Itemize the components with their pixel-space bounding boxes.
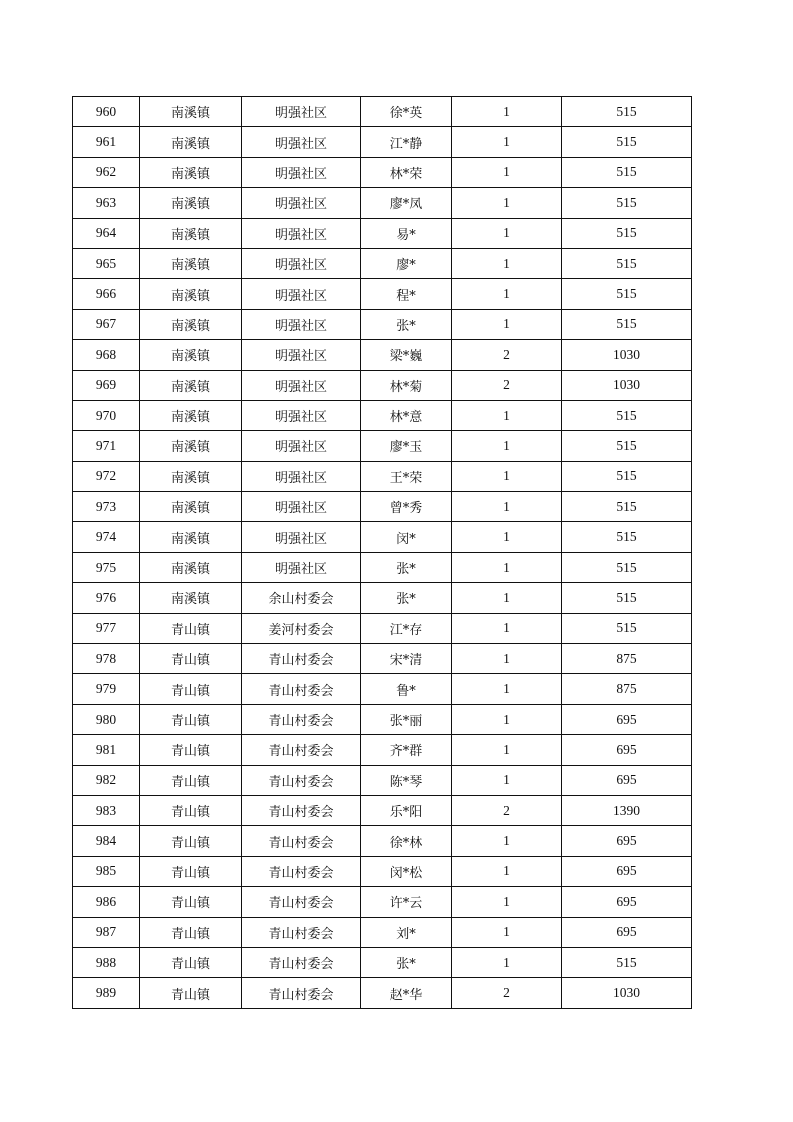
table-row — [73, 431, 692, 461]
village-cell: 姜河村委会 — [242, 613, 361, 643]
name-cell: 赵*华 — [361, 978, 452, 1008]
table-row — [73, 947, 692, 977]
town-cell: 南溪镇 — [140, 279, 242, 309]
village-cell: 明强社区 — [242, 552, 361, 582]
table-row — [73, 552, 692, 582]
amount-cell: 875 — [562, 644, 692, 674]
name-cell: 徐*英 — [361, 97, 452, 127]
town-cell: 青山镇 — [140, 826, 242, 856]
table-row — [73, 279, 692, 309]
household-count-cell: 2 — [452, 795, 562, 825]
table-row — [73, 674, 692, 704]
name-cell: 徐*林 — [361, 826, 452, 856]
name-cell: 曾*秀 — [361, 492, 452, 522]
amount-cell: 695 — [562, 887, 692, 917]
town-cell: 南溪镇 — [140, 340, 242, 370]
household-count-cell: 1 — [452, 279, 562, 309]
table-row — [73, 97, 692, 127]
serial-cell: 986 — [73, 887, 140, 917]
village-cell: 明强社区 — [242, 248, 361, 278]
serial-cell: 969 — [73, 370, 140, 400]
town-cell: 青山镇 — [140, 947, 242, 977]
name-cell: 廖*凤 — [361, 188, 452, 218]
town-cell: 南溪镇 — [140, 400, 242, 430]
amount-cell: 695 — [562, 826, 692, 856]
village-cell: 明强社区 — [242, 400, 361, 430]
name-cell: 许*云 — [361, 887, 452, 917]
town-cell: 青山镇 — [140, 978, 242, 1008]
name-cell: 林*荣 — [361, 157, 452, 187]
village-cell: 余山村委会 — [242, 583, 361, 613]
household-count-cell: 1 — [452, 947, 562, 977]
table-row — [73, 157, 692, 187]
table-row — [73, 583, 692, 613]
village-cell: 青山村委会 — [242, 795, 361, 825]
village-cell: 明强社区 — [242, 431, 361, 461]
table-row — [73, 522, 692, 552]
village-cell: 青山村委会 — [242, 735, 361, 765]
town-cell: 南溪镇 — [140, 248, 242, 278]
subsidy-table-container — [72, 96, 692, 1009]
town-cell: 南溪镇 — [140, 157, 242, 187]
village-cell: 明强社区 — [242, 127, 361, 157]
table-row — [73, 340, 692, 370]
household-count-cell: 1 — [452, 826, 562, 856]
amount-cell: 515 — [562, 461, 692, 491]
village-cell: 青山村委会 — [242, 674, 361, 704]
household-count-cell: 1 — [452, 157, 562, 187]
town-cell: 青山镇 — [140, 765, 242, 795]
household-count-cell: 1 — [452, 674, 562, 704]
table-row — [73, 461, 692, 491]
household-count-cell: 1 — [452, 583, 562, 613]
town-cell: 南溪镇 — [140, 431, 242, 461]
amount-cell: 515 — [562, 218, 692, 248]
table-row — [73, 218, 692, 248]
village-cell: 青山村委会 — [242, 856, 361, 886]
amount-cell: 1030 — [562, 978, 692, 1008]
town-cell: 青山镇 — [140, 856, 242, 886]
household-count-cell: 1 — [452, 218, 562, 248]
household-count-cell: 2 — [452, 978, 562, 1008]
village-cell: 明强社区 — [242, 97, 361, 127]
name-cell: 鲁* — [361, 674, 452, 704]
name-cell: 梁*巍 — [361, 340, 452, 370]
household-count-cell: 1 — [452, 248, 562, 278]
table-row — [73, 735, 692, 765]
amount-cell: 515 — [562, 522, 692, 552]
town-cell: 青山镇 — [140, 613, 242, 643]
amount-cell: 1390 — [562, 795, 692, 825]
household-count-cell: 1 — [452, 188, 562, 218]
amount-cell: 515 — [562, 97, 692, 127]
village-cell: 青山村委会 — [242, 765, 361, 795]
table-row — [73, 188, 692, 218]
serial-cell: 977 — [73, 613, 140, 643]
household-count-cell: 1 — [452, 522, 562, 552]
serial-cell: 963 — [73, 188, 140, 218]
amount-cell: 515 — [562, 400, 692, 430]
household-count-cell: 1 — [452, 127, 562, 157]
household-count-cell: 1 — [452, 97, 562, 127]
household-count-cell: 1 — [452, 492, 562, 522]
town-cell: 南溪镇 — [140, 522, 242, 552]
name-cell: 张* — [361, 947, 452, 977]
town-cell: 南溪镇 — [140, 218, 242, 248]
village-cell: 青山村委会 — [242, 704, 361, 734]
table-body — [73, 97, 692, 1009]
serial-cell: 973 — [73, 492, 140, 522]
table-row — [73, 613, 692, 643]
table-row — [73, 795, 692, 825]
town-cell: 南溪镇 — [140, 461, 242, 491]
table-row — [73, 492, 692, 522]
household-count-cell: 1 — [452, 309, 562, 339]
amount-cell: 515 — [562, 188, 692, 218]
village-cell: 明强社区 — [242, 370, 361, 400]
serial-cell: 978 — [73, 644, 140, 674]
town-cell: 青山镇 — [140, 674, 242, 704]
household-count-cell: 2 — [452, 370, 562, 400]
town-cell: 南溪镇 — [140, 492, 242, 522]
amount-cell: 515 — [562, 279, 692, 309]
amount-cell: 695 — [562, 917, 692, 947]
amount-cell: 515 — [562, 492, 692, 522]
household-count-cell: 1 — [452, 765, 562, 795]
village-cell: 明强社区 — [242, 218, 361, 248]
serial-cell: 987 — [73, 917, 140, 947]
amount-cell: 695 — [562, 856, 692, 886]
amount-cell: 515 — [562, 248, 692, 278]
serial-cell: 979 — [73, 674, 140, 704]
town-cell: 南溪镇 — [140, 552, 242, 582]
town-cell: 南溪镇 — [140, 188, 242, 218]
village-cell: 明强社区 — [242, 461, 361, 491]
amount-cell: 515 — [562, 309, 692, 339]
serial-cell: 965 — [73, 248, 140, 278]
serial-cell: 967 — [73, 309, 140, 339]
table-row — [73, 400, 692, 430]
name-cell: 刘* — [361, 917, 452, 947]
serial-cell: 971 — [73, 431, 140, 461]
table-row — [73, 856, 692, 886]
household-count-cell: 1 — [452, 461, 562, 491]
serial-cell: 980 — [73, 704, 140, 734]
name-cell: 陈*琴 — [361, 765, 452, 795]
name-cell: 乐*阳 — [361, 795, 452, 825]
name-cell: 易* — [361, 218, 452, 248]
serial-cell: 966 — [73, 279, 140, 309]
household-count-cell: 1 — [452, 613, 562, 643]
village-cell: 明强社区 — [242, 279, 361, 309]
serial-cell: 974 — [73, 522, 140, 552]
village-cell: 明强社区 — [242, 157, 361, 187]
name-cell: 张* — [361, 583, 452, 613]
town-cell: 青山镇 — [140, 704, 242, 734]
table-row — [73, 887, 692, 917]
table-row — [73, 917, 692, 947]
village-cell: 青山村委会 — [242, 644, 361, 674]
table-row — [73, 127, 692, 157]
amount-cell: 515 — [562, 583, 692, 613]
serial-cell: 972 — [73, 461, 140, 491]
serial-cell: 983 — [73, 795, 140, 825]
village-cell: 明强社区 — [242, 309, 361, 339]
name-cell: 王*荣 — [361, 461, 452, 491]
serial-cell: 970 — [73, 400, 140, 430]
town-cell: 青山镇 — [140, 735, 242, 765]
village-cell: 青山村委会 — [242, 917, 361, 947]
village-cell: 青山村委会 — [242, 978, 361, 1008]
village-cell: 明强社区 — [242, 340, 361, 370]
village-cell: 青山村委会 — [242, 947, 361, 977]
table-row — [73, 978, 692, 1008]
amount-cell: 515 — [562, 613, 692, 643]
table-row — [73, 826, 692, 856]
table-row — [73, 765, 692, 795]
name-cell: 张* — [361, 552, 452, 582]
table-row — [73, 309, 692, 339]
serial-cell: 975 — [73, 552, 140, 582]
serial-cell: 985 — [73, 856, 140, 886]
name-cell: 张*丽 — [361, 704, 452, 734]
household-count-cell: 1 — [452, 552, 562, 582]
name-cell: 廖*玉 — [361, 431, 452, 461]
serial-cell: 981 — [73, 735, 140, 765]
serial-cell: 964 — [73, 218, 140, 248]
serial-cell: 982 — [73, 765, 140, 795]
amount-cell: 515 — [562, 552, 692, 582]
town-cell: 青山镇 — [140, 644, 242, 674]
village-cell: 明强社区 — [242, 522, 361, 552]
serial-cell: 960 — [73, 97, 140, 127]
name-cell: 林*意 — [361, 400, 452, 430]
household-count-cell: 1 — [452, 856, 562, 886]
village-cell: 青山村委会 — [242, 826, 361, 856]
town-cell: 南溪镇 — [140, 97, 242, 127]
serial-cell: 984 — [73, 826, 140, 856]
town-cell: 南溪镇 — [140, 583, 242, 613]
name-cell: 江*静 — [361, 127, 452, 157]
amount-cell: 515 — [562, 431, 692, 461]
name-cell: 张* — [361, 309, 452, 339]
serial-cell: 968 — [73, 340, 140, 370]
amount-cell: 695 — [562, 765, 692, 795]
table-row — [73, 370, 692, 400]
town-cell: 南溪镇 — [140, 309, 242, 339]
amount-cell: 695 — [562, 735, 692, 765]
subsidy-table — [72, 96, 692, 1009]
name-cell: 闵*松 — [361, 856, 452, 886]
serial-cell: 961 — [73, 127, 140, 157]
household-count-cell: 2 — [452, 340, 562, 370]
amount-cell: 515 — [562, 947, 692, 977]
village-cell: 明强社区 — [242, 188, 361, 218]
name-cell: 闵* — [361, 522, 452, 552]
amount-cell: 875 — [562, 674, 692, 704]
name-cell: 齐*群 — [361, 735, 452, 765]
table-row — [73, 248, 692, 278]
name-cell: 廖* — [361, 248, 452, 278]
town-cell: 青山镇 — [140, 917, 242, 947]
town-cell: 青山镇 — [140, 795, 242, 825]
serial-cell: 962 — [73, 157, 140, 187]
amount-cell: 1030 — [562, 370, 692, 400]
amount-cell: 1030 — [562, 340, 692, 370]
household-count-cell: 1 — [452, 644, 562, 674]
name-cell: 江*存 — [361, 613, 452, 643]
name-cell: 林*菊 — [361, 370, 452, 400]
town-cell: 南溪镇 — [140, 370, 242, 400]
serial-cell: 989 — [73, 978, 140, 1008]
household-count-cell: 1 — [452, 887, 562, 917]
village-cell: 明强社区 — [242, 492, 361, 522]
household-count-cell: 1 — [452, 735, 562, 765]
household-count-cell: 1 — [452, 400, 562, 430]
table-row — [73, 704, 692, 734]
name-cell: 宋*清 — [361, 644, 452, 674]
table-row — [73, 644, 692, 674]
village-cell: 青山村委会 — [242, 887, 361, 917]
amount-cell: 515 — [562, 127, 692, 157]
amount-cell: 695 — [562, 704, 692, 734]
household-count-cell: 1 — [452, 704, 562, 734]
household-count-cell: 1 — [452, 917, 562, 947]
amount-cell: 515 — [562, 157, 692, 187]
household-count-cell: 1 — [452, 431, 562, 461]
town-cell: 南溪镇 — [140, 127, 242, 157]
serial-cell: 988 — [73, 947, 140, 977]
name-cell: 程* — [361, 279, 452, 309]
town-cell: 青山镇 — [140, 887, 242, 917]
serial-cell: 976 — [73, 583, 140, 613]
